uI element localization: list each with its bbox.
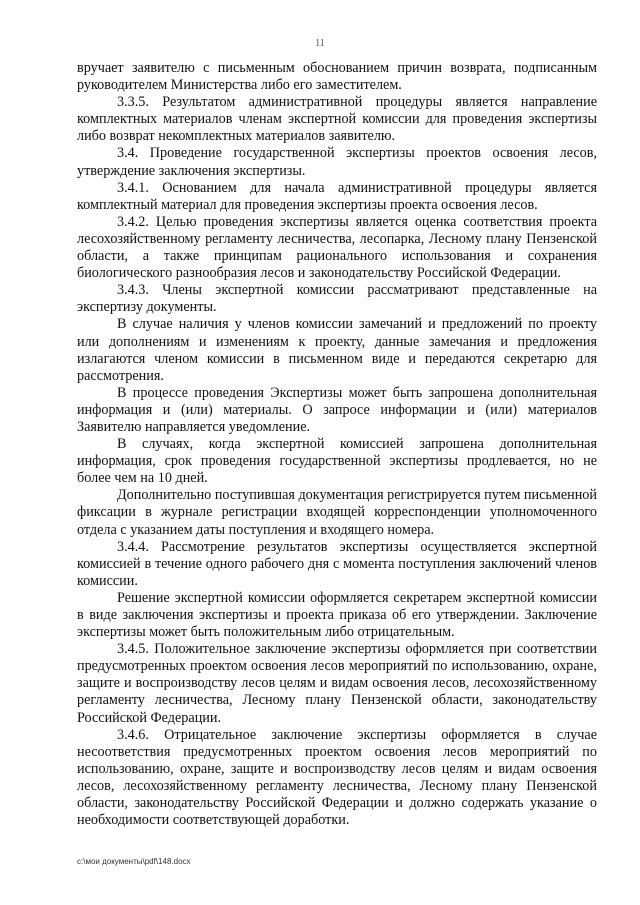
footer-file-path: c:\мои документы\pdf\148.docx [77, 857, 191, 866]
paragraph-3-4-1: 3.4.1. Основанием для начала административной процедуры является комплектный материал для проведения экспертизы проекта освоения лесов. [77, 179, 597, 213]
page-number: 11 [315, 38, 325, 49]
paragraph-remarks: В случае наличия у членов комиссии замечаний и предложений по проекту или дополнениям и изменениям к проекту, данные замечания и предложения излагаются членом комиссии в письменном виде и передаются секретарю для рассмотрения. [77, 316, 597, 384]
paragraph-3-4-2: 3.4.2. Целью проведения экспертизы является оценка соответствия проекта лесохозяйственному регламенту лесничества, лесопарка, Лесному плану Пензенской области, а также принципам рационального использования и сохранения биологического разнообразия лесов и законодательству Российской Федерации. [77, 213, 597, 282]
paragraph-3-4-4: 3.4.4. Рассмотрение результатов экспертизы осуществляется экспертной комиссией в течение одного рабочего дня с момента поступления заключений членов комиссии. [77, 538, 597, 589]
paragraph-commission-decision: Решение экспертной комиссии оформляется секретарем экспертной комиссии в виде заключения экспертизы и проекта приказа об его утверждении. Заключение экспертизы может быть положительным либо отрицательным. [77, 589, 597, 641]
paragraph-3-4-5: 3.4.5. Положительное заключение экспертизы оформляется при соответствии предусмотренных проектом освоения лесов мероприятий по использованию, охране, защите и воспроизводству лесов целям и видам освоения лесов, лесохозяйственному регламенту лесничества, Лесному плану Пензенской области, законодательству Российской Федерации. [77, 641, 597, 726]
paragraph-3-4-3: 3.4.3. Члены экспертной комиссии рассматривают представленные на экспертизу документы. [77, 282, 597, 316]
paragraph-3-3-5: 3.3.5. Результатом административной процедуры является направление комплектных материалов членам экспертной комиссии для проведения экспертизы либо возврат некомплектных материалов заявителю. [77, 94, 597, 145]
document-body [77, 60, 597, 829]
paragraph-registration: Дополнительно поступившая документация регистрируется путем письменной фиксации в журнале регистрации входящей корреспонденции уполномоченного отдела с указанием даты поступления и входящего номера. [77, 487, 597, 538]
paragraph-continuation: вручает заявителю с письменным обоснованием причин возврата, подписанным руководителем Министерства либо его заместителем. [77, 60, 597, 94]
paragraph-additional-info: В процессе проведения Экспертизы может быть запрошена дополнительная информация и (или) материалы. О запросе информации и (или) материалов Заявителю направляется уведомление. [77, 384, 597, 435]
paragraph-3-4-6: 3.4.6. Отрицательное заключение экспертизы оформляется в случае несоответствия предусмотренных проектом освоения лесов мероприятий по использованию, охране, защите и воспроизводству лесов целям и видам освоения лесов, лесохозяйственному регламенту лесничества, Лесному плану Пензенской области, законодательству Российской Федерации и должно содержать указание о необходимости соответствующей доработки. [77, 726, 597, 829]
paragraph-3-4: 3.4. Проведение государственной экспертизы проектов освоения лесов, утверждение заключения экспертизы. [77, 145, 597, 179]
paragraph-term-extension: В случаях, когда экспертной комиссией запрошена дополнительная информация, срок проведения государственной экспертизы продлевается, но не более чем на 10 дней. [77, 436, 597, 487]
